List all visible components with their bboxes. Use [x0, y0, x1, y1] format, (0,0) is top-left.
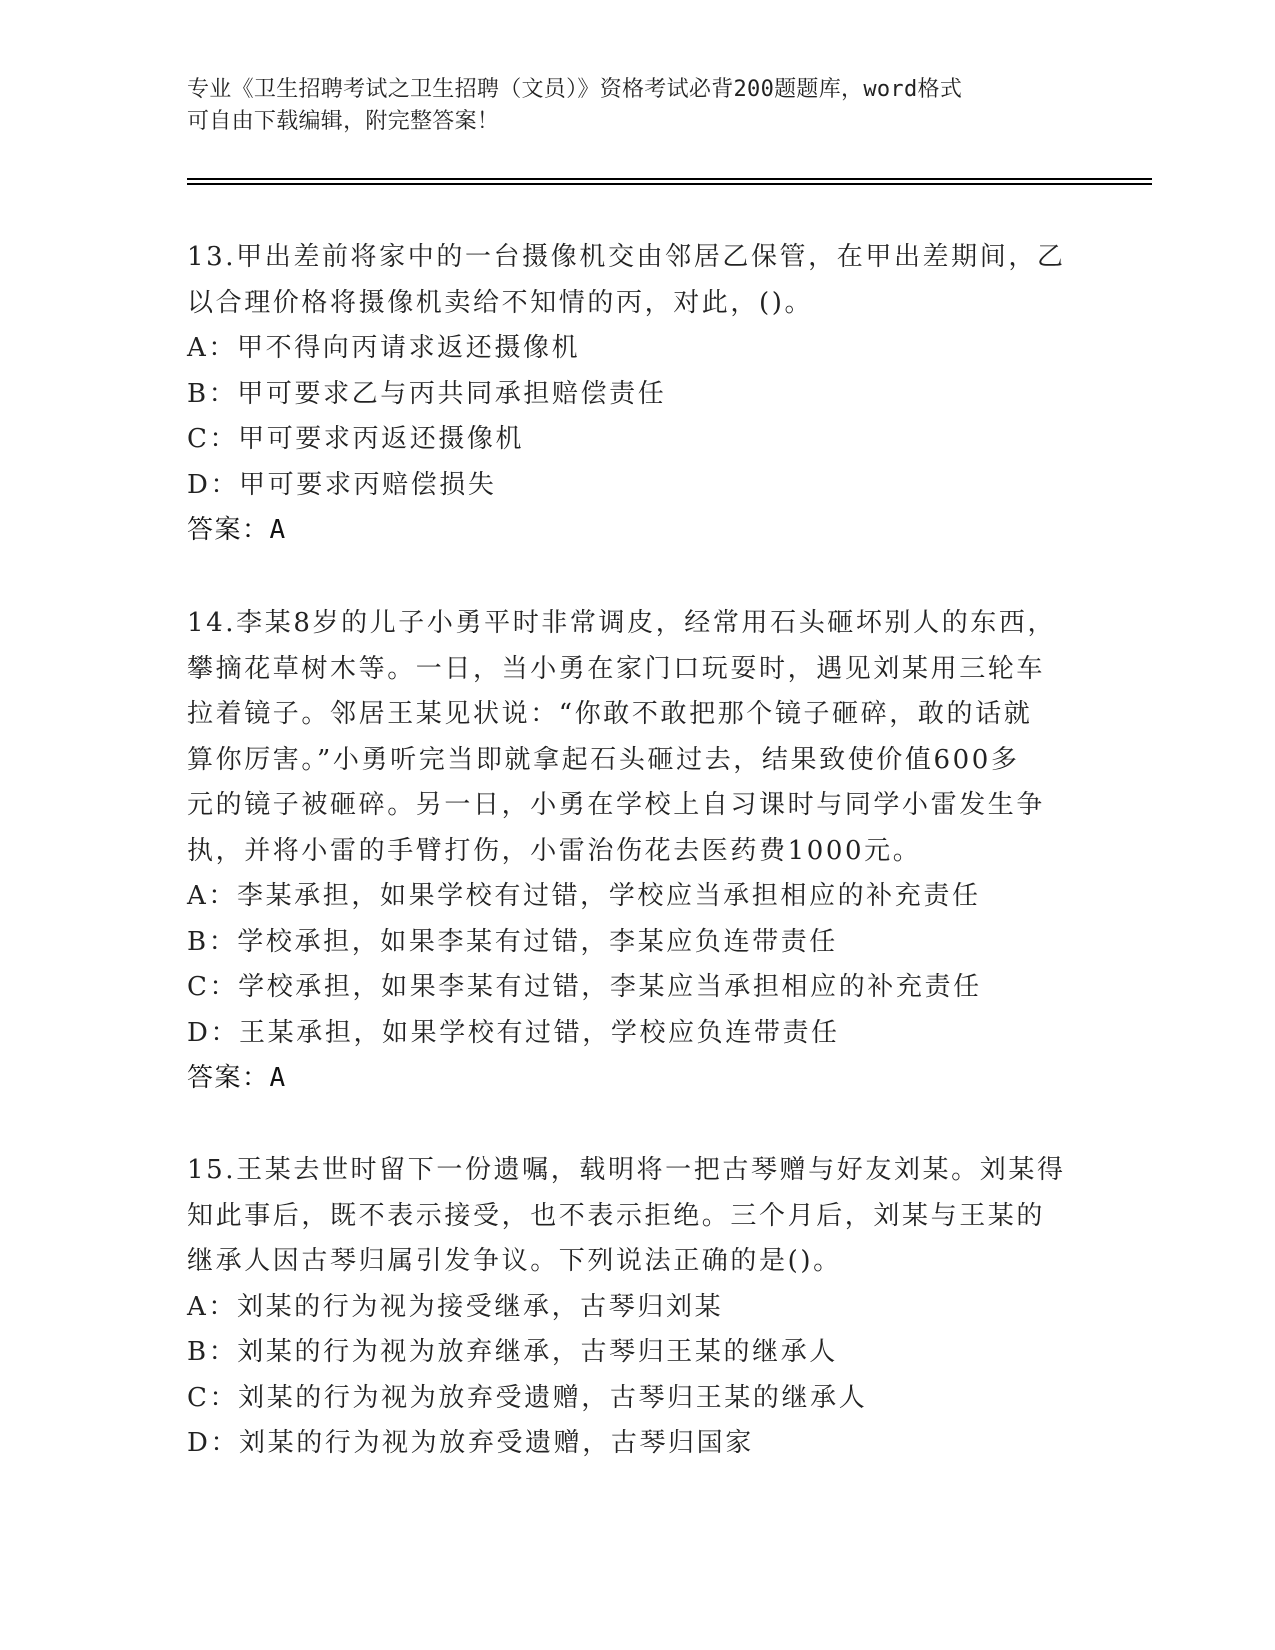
header-divider-bottom: [187, 183, 1152, 185]
question-15: [187, 1148, 1087, 1467]
answer-value: A: [269, 1063, 287, 1093]
document-header: [187, 74, 1087, 138]
question-13: [187, 235, 1087, 554]
question-stem-line: 算你厉害。”小勇听完当即就拿起石头砸过去，结果致使价值600多: [187, 744, 1020, 775]
question-stem-line: 13.甲出差前将家中的一台摄像机交由邻居乙保管，在甲出差期间，乙: [187, 242, 1066, 272]
answer: [187, 508, 1087, 554]
option-d: D：王某承担，如果学校有过错，学校应负连带责任: [187, 1017, 840, 1048]
question-stem-line: 以合理价格将摄像机卖给不知情的丙，对此，()。: [187, 287, 814, 318]
option-a: A：刘某的行为视为接受继承，古琴归刘某: [187, 1291, 724, 1322]
option-a: A：李某承担，如果学校有过错，学校应当承担相应的补充责任: [187, 881, 981, 911]
question-stem-line: 拉着镜子。邻居王某见状说：“你敢不敢把那个镜子砸碎，敢的话就: [187, 699, 1033, 729]
question-stem-line: 攀摘花草树木等。一日，当小勇在家门口玩耍时，遇见刘某用三轮车: [187, 653, 1046, 684]
header-title-line-1: 专业《卫生招聘考试之卫生招聘（文员）》资格考试必背200题题库，word格式: [187, 77, 963, 102]
question-stem-line: 元的镜子被砸碎。另一日，小勇在学校上自习课时与同学小雷发生争: [187, 790, 1046, 820]
question-stem-line: 15.王某去世时留下一份遗嘱，载明将一把古琴赠与好友刘某。刘某得: [187, 1155, 1066, 1185]
header-divider-top: [187, 178, 1152, 180]
question-stem-line: 继承人因古琴归属引发争议。下列说法正确的是()。: [187, 1246, 842, 1276]
option-c: C：刘某的行为视为放弃受遗赠，古琴归王某的继承人: [187, 1382, 868, 1413]
option-b: B：学校承担，如果李某有过错，李某应负连带责任: [187, 926, 838, 957]
question-stem-line: 执，并将小雷的手臂打伤，小雷治伤花去医药费1000元。: [187, 835, 922, 866]
question-stem-line: 14.李某8岁的儿子小勇平时非常调皮，经常用石头砸坏别人的东西，: [187, 608, 1057, 638]
answer-label: 答案：: [187, 515, 270, 545]
header-title-line-2: 可自由下载编辑，附完整答案！: [187, 109, 500, 134]
question-stem-line: 知此事后，既不表示接受，也不表示拒绝。三个月后，刘某与王某的: [187, 1200, 1046, 1231]
option-d: D：甲可要求丙赔偿损失: [187, 469, 497, 500]
option-b: B：刘某的行为视为放弃继承，古琴归王某的继承人: [187, 1337, 838, 1367]
answer: [187, 1056, 1087, 1102]
answer-value: A: [269, 515, 287, 545]
option-c: C：甲可要求丙返还摄像机: [187, 424, 525, 454]
option-d: D：刘某的行为视为放弃受遗赠，古琴归国家: [187, 1428, 754, 1458]
option-b: B：甲可要求乙与丙共同承担赔偿责任: [187, 378, 667, 409]
option-a: A：甲不得向丙请求返还摄像机: [187, 333, 581, 363]
question-14: [187, 601, 1087, 1102]
option-c: C：学校承担，如果李某有过错，李某应当承担相应的补充责任: [187, 972, 982, 1002]
answer-label: 答案：: [187, 1063, 270, 1093]
